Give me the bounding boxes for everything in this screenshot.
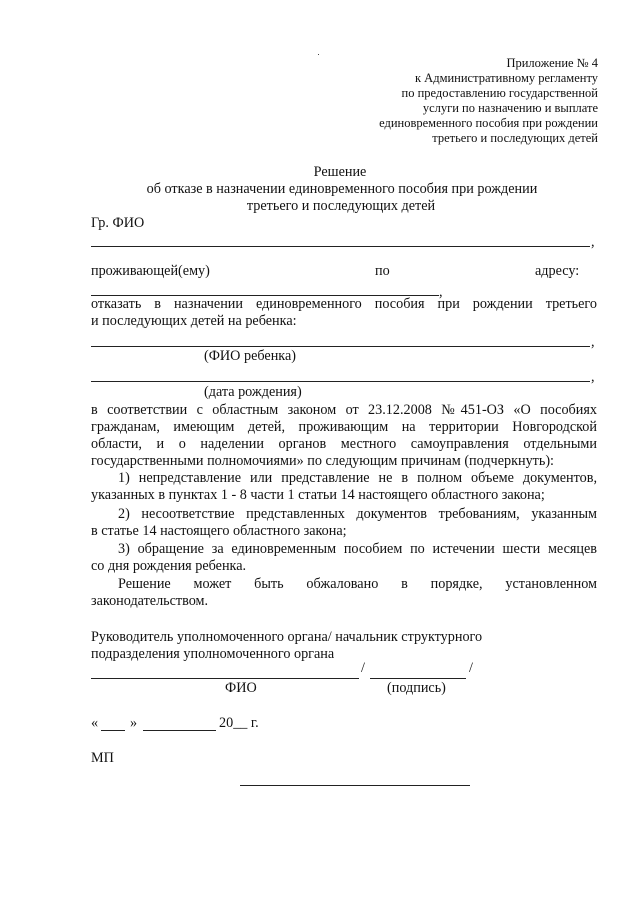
fio-signature-line[interactable] (91, 678, 359, 679)
signature-caption: (подпись) (387, 680, 446, 696)
refuse-text: и последующих детей на ребенка: (91, 313, 297, 329)
citizen-label: Гр. ФИО (91, 215, 145, 231)
signature-line[interactable] (370, 678, 466, 679)
appendix-line: третьего и последующих детей (432, 131, 598, 145)
head-title: подразделения уполномоченного органа (91, 646, 335, 662)
child-fio-caption: (ФИО ребенка) (204, 348, 296, 364)
citizen-fio-line[interactable] (91, 246, 590, 247)
fio-caption: ФИО (225, 680, 257, 696)
stamp-label: МП (91, 750, 114, 766)
law-text: государственными полномочиями» по следующим причинам (подчеркнуть): (91, 453, 554, 469)
appendix-line: услуги по назначению и выплате (422, 101, 598, 115)
date-day-line[interactable] (101, 730, 125, 731)
date-close-quote: » (130, 715, 138, 731)
birth-date-caption: (дата рождения) (204, 384, 302, 400)
law-text: гражданам, имеющим детей, проживающим на территории Новгородской (91, 419, 597, 435)
residing-label: по (375, 263, 390, 279)
reason-item: указанных в пунктах 1 - 8 части 1 статьи 14 настоящего областного закона; (91, 487, 545, 503)
comma: , (591, 334, 595, 350)
appeal-text: Решение может быть обжаловано в порядке, установленном (118, 576, 597, 592)
appendix-line: единовременного пособия при рождении (379, 116, 598, 130)
document-subtitle: третьего и последующих детей (246, 198, 436, 214)
appeal-text: законодательством. (91, 593, 209, 609)
slash: / (361, 660, 365, 676)
date-open-quote: « (91, 715, 99, 731)
date-year: 20__ г. (219, 715, 259, 731)
appendix-line: Приложение № 4 (506, 56, 598, 70)
appendix-line: к Административному регламенту (414, 71, 598, 85)
stamp-line[interactable] (240, 785, 470, 786)
head-title: Руководитель уполномоченного органа/ начальник структурного (91, 629, 483, 645)
law-text: в соответствии с областным законом от 23.12.2008 №451-ОЗ «О пособиях (91, 402, 597, 418)
comma: , (591, 234, 595, 250)
birth-date-line[interactable] (91, 381, 590, 382)
reason-item: 1) непредставление или представление не в полном объеме документов, (118, 470, 597, 486)
law-text: области, и о наделении органов местного самоуправления отдельными (91, 436, 597, 452)
reason-item: 3) обращение за единовременным пособием по истечении шести месяцев (118, 541, 597, 557)
comma: , (591, 369, 595, 385)
date-month-line[interactable] (143, 730, 216, 731)
residing-label: адресу: (535, 263, 580, 279)
document-title: Решение (313, 164, 367, 180)
reason-item: 2) несоответствие представленных документов требованиям, указанным (118, 506, 597, 522)
document-subtitle: об отказе в назначении единовременного пособия при рождении (146, 181, 538, 197)
comma: , (439, 284, 443, 300)
residing-label: проживающей(ему) (91, 263, 210, 279)
reason-item: со дня рождения ребенка. (91, 558, 247, 574)
appendix-line: по предоставлению государственной (401, 86, 598, 100)
slash: / (469, 660, 473, 676)
refuse-text: отказать в назначении единовременного пособия при рождении третьего (91, 296, 597, 312)
child-fio-line[interactable] (91, 346, 590, 347)
reason-item: в статье 14 настоящего областного закона; (91, 523, 347, 539)
scan-speck (318, 54, 319, 55)
